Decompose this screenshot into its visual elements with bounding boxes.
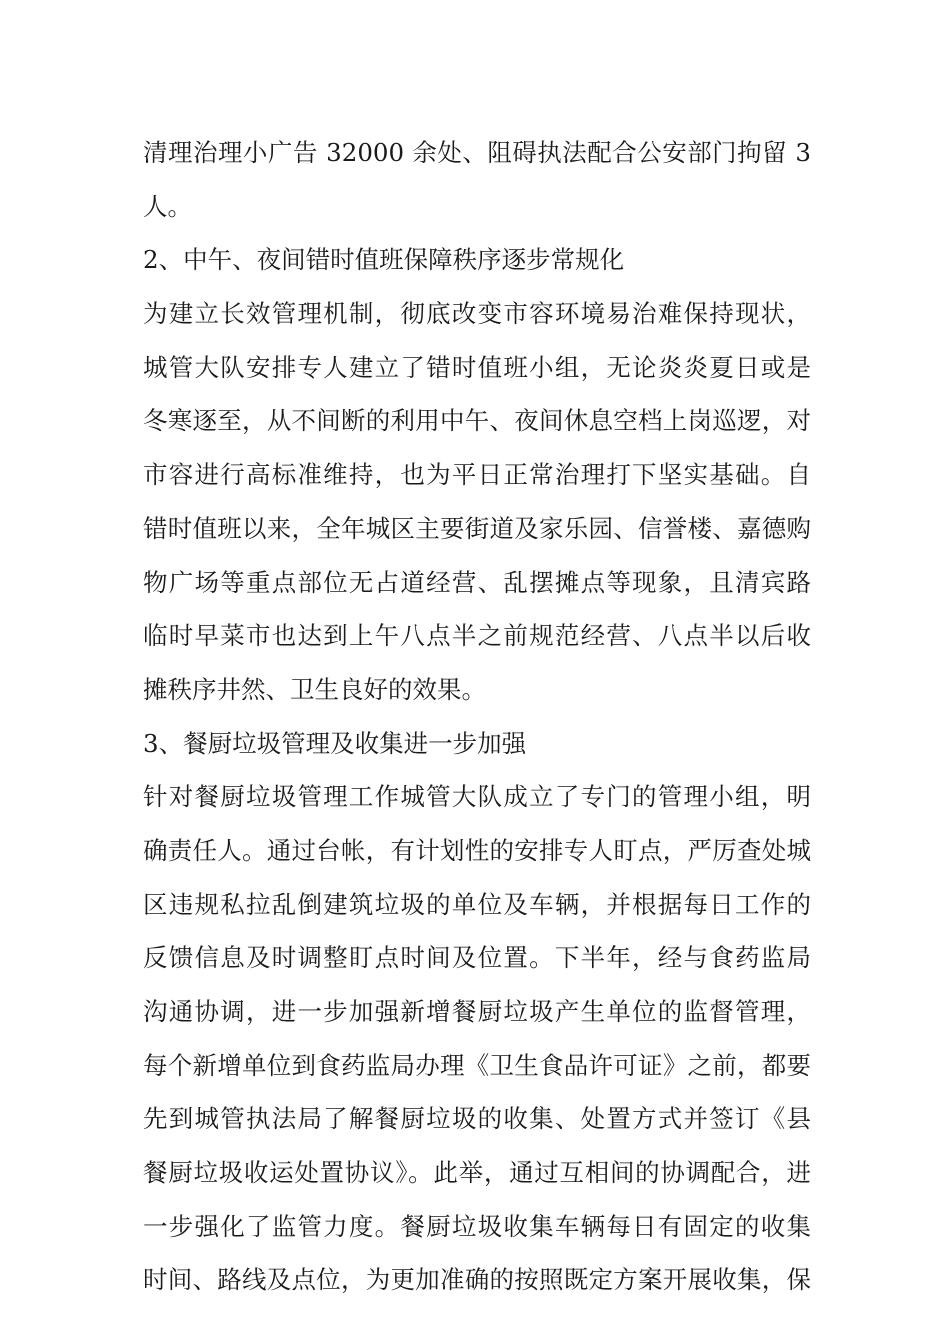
text-line: 先到城管执法局了解餐厨垃圾的收集、处置方式并签订《县 (143, 1104, 811, 1134)
text-line: 物广场等重点部位无占道经营、乱摆摊点等现象，且清宾路 (143, 567, 811, 597)
text-line: 餐厨垃圾收运处置协议》。此举，通过互相间的协调配合，进 (143, 1158, 811, 1188)
text-line: 冬寒逐至，从不间断的利用中午、夜间休息空档上岗巡逻，对 (143, 406, 811, 436)
text-line: 确责任人。通过台帐，有计划性的安排专人盯点，严厉查处城 (143, 835, 811, 865)
text-line: 临时早菜市也达到上午八点半之前规范经营、八点半以后收 (143, 621, 811, 651)
text-line: 每个新增单位到食药监局办理《卫生食品许可证》之前，都要 (143, 1050, 811, 1080)
text-line: 为建立长效管理机制，彻底改变市容环境易治难保持现状， (143, 299, 811, 329)
text-line: 反馈信息及时调整盯点时间及位置。下半年，经与食药监局 (143, 943, 811, 973)
text-line: 沟通协调，进一步加强新增餐厨垃圾产生单位的监督管理， (143, 997, 811, 1026)
text-line: 一步强化了监管力度。餐厨垃圾收集车辆每日有固定的收集 (143, 1211, 811, 1241)
text-line: 市容进行高标准维持，也为平日正常治理打下坚实基础。自 (143, 460, 811, 490)
text-line: 清理治理小广告 32000 余处、阻碍执法配合公安部门拘留 3 (143, 138, 811, 167)
text-line: 摊秩序井然、卫生良好的效果。 (143, 674, 486, 704)
section-heading: 2、中午、夜间错时值班保障秩序逐步常规化 (143, 245, 625, 275)
text-line: 人。 (143, 191, 192, 221)
text-line: 错时值班以来，全年城区主要街道及家乐园、信誉楼、嘉德购 (143, 513, 811, 543)
text-line: 城管大队安排专人建立了错时值班小组，无论炎炎夏日或是 (143, 352, 811, 382)
text-line: 时间、路线及点位，为更加准确的按照既定方案开展收集，保 (143, 1265, 811, 1295)
section-heading: 3、餐厨垃圾管理及收集进一步加强 (143, 728, 527, 758)
document-body (143, 126, 811, 1307)
text-line: 区违规私拉乱倒建筑垃圾的单位及车辆，并根据每日工作的 (143, 889, 811, 919)
text-line: 针对餐厨垃圾管理工作城管大队成立了专门的管理小组，明 (143, 782, 811, 812)
